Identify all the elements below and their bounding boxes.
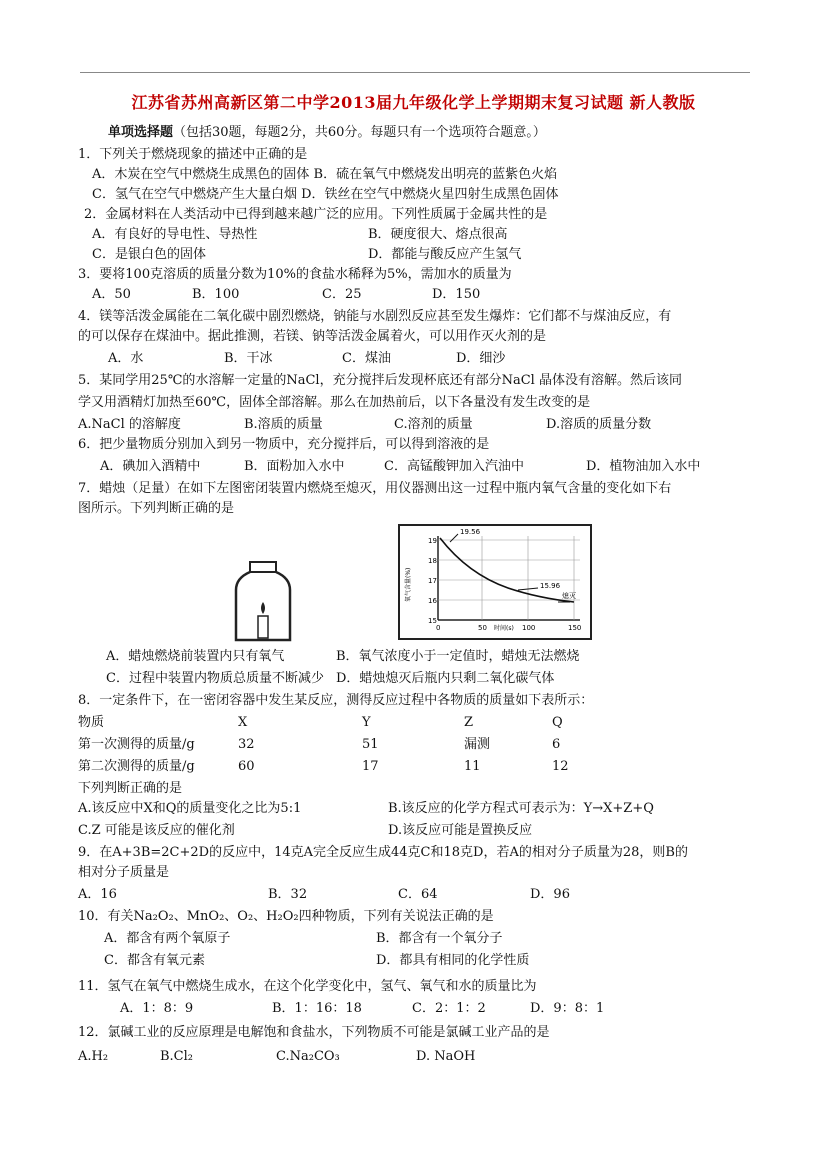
q4-option-a: A．水 — [108, 351, 144, 366]
table-cell: 51 — [362, 737, 379, 752]
graph-xtick-150: 150 — [568, 624, 582, 632]
table-header-z: Z — [464, 715, 474, 730]
q11-option-b: B．1：16：18 — [272, 1001, 362, 1016]
q1-options-ab: A．木炭在空气中燃烧生成黑色的固体 B．硫在氧气中燃烧发出明亮的蓝紫色火焰 — [92, 167, 558, 182]
q7-line2: 图所示。下列判断正确的是 — [78, 501, 235, 516]
q8-option-d: D.该反应可能是置换反应 — [388, 823, 533, 838]
q3-stem: 3．要将100克溶质的质量分数为10%的食盐水稀释为5%，需加水的质量为 — [78, 267, 512, 282]
q2-option-d: D．都能与酸反应产生氢气 — [368, 247, 522, 262]
q10-option-d: D．都具有相同的化学性质 — [376, 953, 530, 968]
q5-line2: 学又用酒精灯加热至60℃，固体全部溶解。那么在加热前后，以下各量没有发生改变的是 — [78, 395, 591, 410]
graph-xtick-0: 0 — [436, 624, 441, 632]
q6-option-a: A．碘加入酒精中 — [100, 459, 201, 474]
table-cell: 漏测 — [464, 737, 491, 752]
q2-stem: 2．金属材料在人类活动中已得到越来越广泛的应用。下列性质属于金属共性的是 — [84, 207, 548, 222]
section-header — [108, 124, 546, 142]
sealed-jar-candle-illustration — [228, 560, 298, 644]
q12-option-c: C.Na₂CO₃ — [276, 1049, 340, 1064]
header-rule — [80, 72, 750, 73]
table-header-x: X — [238, 715, 248, 730]
q9-option-a: A．16 — [78, 887, 117, 902]
table-cell: 第二次测得的质量/g — [78, 759, 195, 774]
graph-ytick-17: 17 — [428, 577, 437, 585]
q12-option-a: A.H₂ — [78, 1049, 109, 1064]
table-header-y: Y — [362, 715, 371, 730]
q4-option-d: D．细沙 — [456, 351, 506, 366]
section-head: 单项选择题 — [108, 125, 174, 140]
q8-ask: 下列判断正确的是 — [78, 781, 183, 796]
graph-ytick-18: 18 — [428, 557, 437, 565]
q8-option-c: C.Z 可能是该反应的催化剂 — [78, 823, 235, 838]
q2-option-a: A．有良好的导电性、导热性 — [92, 227, 258, 242]
q7-line1: 7．蜡烛（足量）在如下左图密闭装置内燃烧至熄灭，用仪器测出这一过程中瓶内氧气含量的变化如下右 — [78, 481, 672, 496]
table-header-substance: 物质 — [78, 715, 105, 730]
q6-stem: 6．把少量物质分别加入到另一物质中，充分搅拌后，可以得到溶液的是 — [78, 437, 490, 452]
q6-option-c: C．高锰酸钾加入汽油中 — [384, 459, 524, 474]
q9-line2: 相对分子质量是 — [78, 865, 170, 880]
q5-option-d: D.溶质的质量分数 — [546, 417, 652, 432]
q7-option-d: D．蜡烛熄灭后瓶内只剩二氧化碳气体 — [336, 671, 555, 686]
table-cell: 60 — [238, 759, 255, 774]
q1-options-cd: C．氢气在空气中燃烧产生大量白烟 D．铁丝在空气中燃烧火星四射生成黑色固体 — [92, 187, 559, 202]
graph-ytick-15: 15 — [428, 617, 437, 625]
graph-ytick-16: 16 — [428, 597, 437, 605]
q8-option-b: B.该反应的化学方程式可表示为：Y→X+Z+Q — [388, 801, 654, 816]
q4-option-b: B．干冰 — [224, 351, 273, 366]
q12-stem: 12．氯碱工业的反应原理是电解饱和食盐水，下列物质不可能是氯碱工业产品的是 — [78, 1025, 550, 1040]
graph-xtick-100: 100 — [522, 624, 536, 632]
graph-xlabel: 时间(s) — [494, 625, 514, 632]
table-cell: 第一次测得的质量/g — [78, 737, 195, 752]
graph-ytick-19: 19 — [428, 537, 437, 545]
graph-ylabel: 氧气含量(%) — [405, 567, 412, 602]
q4-line1: 4．镁等活泼金属能在二氧化碳中剧烈燃烧，钠能与水剧烈反应甚至发生爆炸：它们都不与煤油反应，有 — [78, 309, 672, 324]
q9-option-d: D．96 — [530, 887, 570, 902]
table-cell: 12 — [552, 759, 569, 774]
q7-option-c: C．过程中装置内物质总质量不断减少 — [106, 671, 324, 686]
table-cell: 6 — [552, 737, 561, 752]
q7-option-a: A．蜡烛燃烧前装置内只有氧气 — [106, 649, 285, 664]
table-header-q: Q — [552, 715, 563, 730]
q8-stem: 8．一定条件下，在一密闭容器中发生某反应，测得反应过程中各物质的质量如下表所示： — [78, 693, 594, 708]
q6-option-d: D．植物油加入水中 — [586, 459, 701, 474]
q5-option-a: A.NaCl 的溶解度 — [78, 417, 181, 432]
q6-option-b: B．面粉加入水中 — [244, 459, 345, 474]
table-cell: 17 — [362, 759, 379, 774]
q1-stem: 1．下列关于燃烧现象的描述中正确的是 — [78, 147, 308, 162]
q9-line1: 9．在A+3B=2C+2D的反应中，14克A完全反应生成44克C和18克D，若A的相对分子质量为28，则B的 — [78, 845, 688, 860]
q3-option-c: C．25 — [322, 287, 362, 302]
q5-option-c: C.溶剂的质量 — [394, 417, 473, 432]
q5-option-b: B.溶质的质量 — [244, 417, 323, 432]
q11-option-a: A．1：8：9 — [120, 1001, 194, 1016]
q10-option-c: C．都含有氧元素 — [104, 953, 205, 968]
graph-end-label: 15.96 — [540, 582, 561, 590]
graph-start-label: 19.56 — [460, 528, 481, 536]
graph-xtick-50: 50 — [478, 624, 487, 632]
q10-option-b: B．都含有一个氧分子 — [376, 931, 503, 946]
q12-option-d: D. NaOH — [416, 1049, 476, 1064]
graph-extinguish-label: 熄灭 — [562, 592, 576, 600]
table-cell: 11 — [464, 759, 481, 774]
q11-stem: 11．氢气在氧气中燃烧生成水，在这个化学变化中，氢气、氧气和水的质量比为 — [78, 979, 537, 994]
q5-line1: 5．某同学用25℃的水溶解一定量的NaCl，充分搅拌后发现杯底还有部分NaCl 晶体没有溶解。然后该同 — [78, 373, 682, 388]
q8-option-a: A.该反应中X和Q的质量变化之比为5:1 — [78, 801, 302, 816]
q10-stem: 10．有关Na₂O₂、MnO₂、O₂、H₂O₂四种物质，下列有关说法正确的是 — [78, 909, 494, 924]
table-cell: 32 — [238, 737, 255, 752]
section-note: （包括30题，每题2分，共60分。每题只有一个选项符合题意。） — [173, 125, 546, 140]
q2-option-c: C．是银白色的固体 — [92, 247, 206, 262]
q9-option-c: C．64 — [398, 887, 438, 902]
q4-line2: 的可以保存在煤油中。据此推测，若镁、钠等活泼金属着火，可以用作灭火剂的是 — [78, 329, 547, 344]
q11-option-d: D．9：8：1 — [530, 1001, 605, 1016]
q4-option-c: C．煤油 — [342, 351, 391, 366]
q3-option-d: D．150 — [432, 287, 481, 302]
q2-option-b: B．硬度很大、熔点很高 — [368, 227, 508, 242]
oxygen-content-graph — [398, 524, 592, 640]
q12-option-b: B.Cl₂ — [160, 1049, 194, 1064]
q3-option-b: B．100 — [192, 287, 240, 302]
q9-option-b: B．32 — [268, 887, 308, 902]
q3-option-a: A．50 — [92, 287, 131, 302]
q11-option-c: C．2：1：2 — [412, 1001, 486, 1016]
q10-option-a: A．都含有两个氧原子 — [104, 931, 231, 946]
page-title: 江苏省苏州高新区第二中学2013届九年级化学上学期期末复习试题 新人教版 — [131, 93, 696, 112]
q7-option-b: B．氧气浓度小于一定值时，蜡烛无法燃烧 — [336, 649, 580, 664]
